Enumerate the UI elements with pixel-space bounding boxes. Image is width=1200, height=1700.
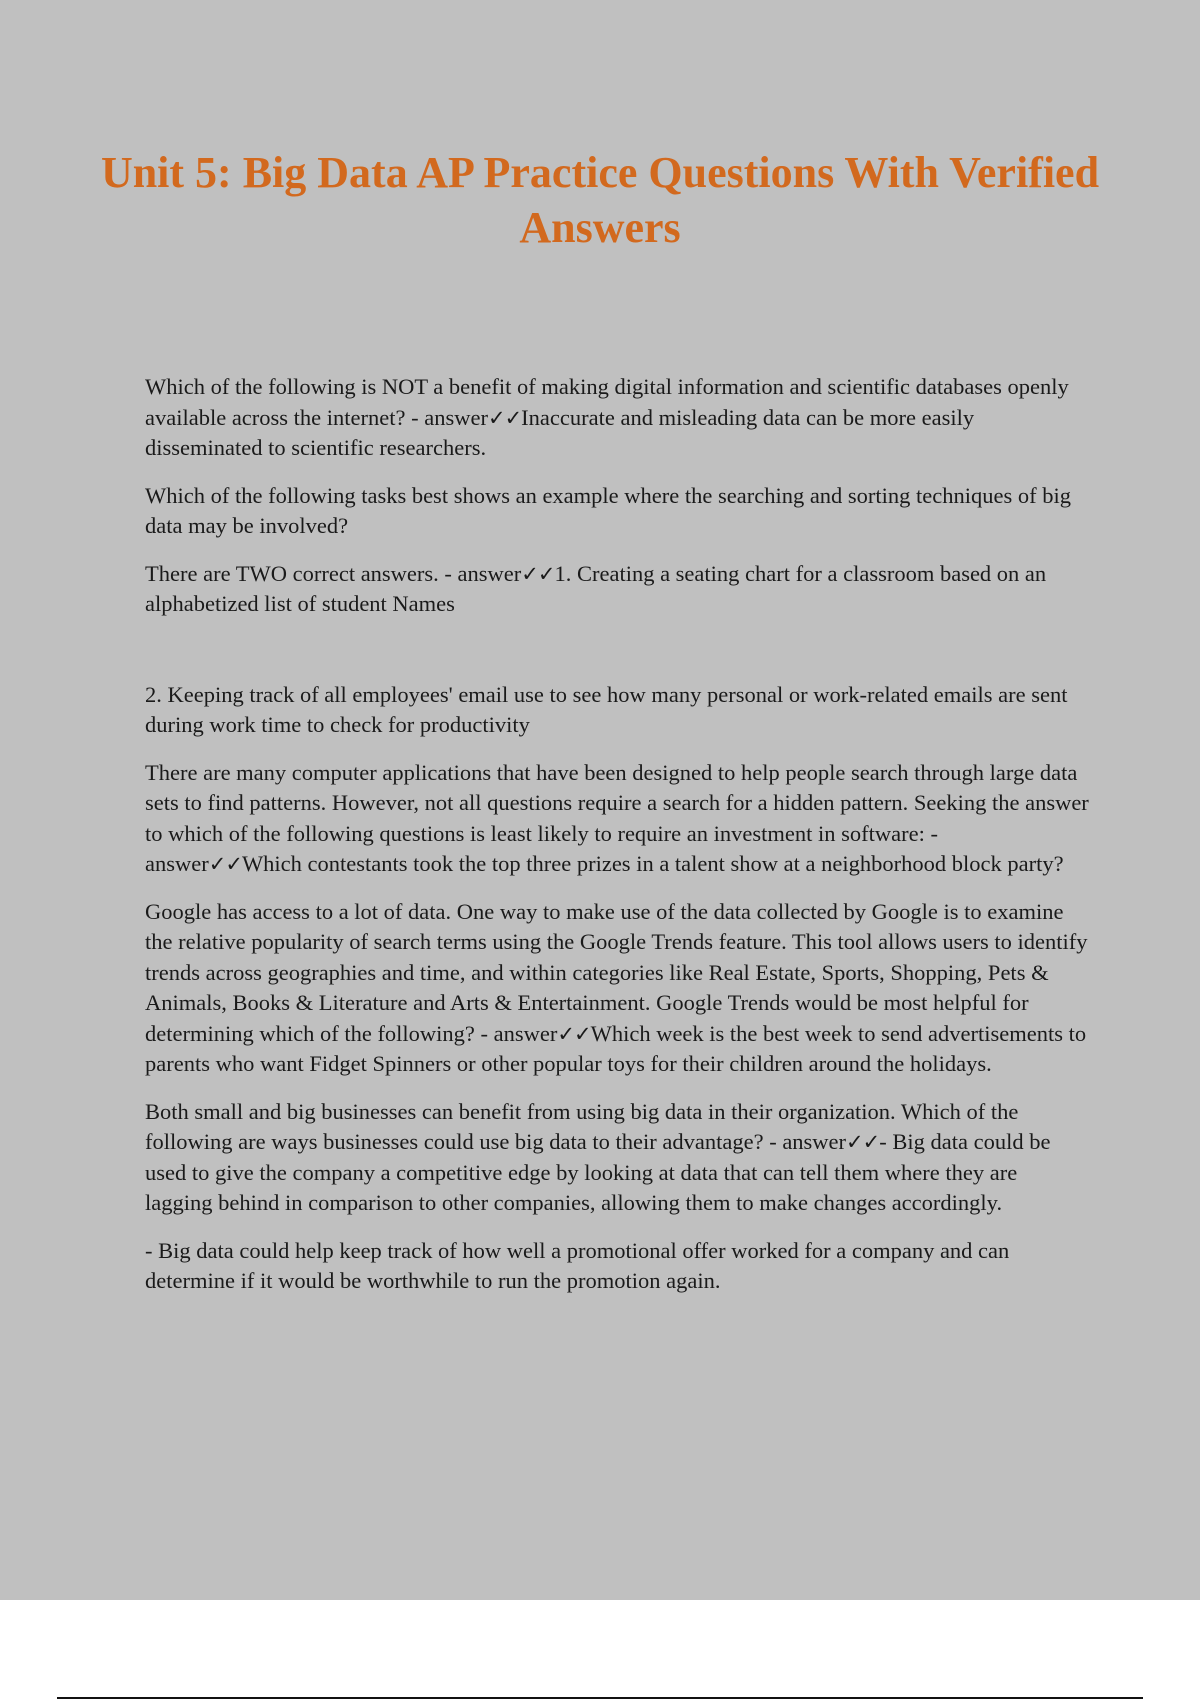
check-marks: ✓✓ [846, 1130, 880, 1154]
question-paragraph: There are many computer applications that have been designed to help people search through large data sets to find patterns. However, not all questions require a search for a hidden pattern. Seeking the answer to which of the following questions is least likely to require an investment in software: - answer✓✓Which contestants took the top three prizes in a talent show at a neighborhood block party? [145, 759, 1089, 876]
footer-divider [57, 1697, 1143, 1699]
answer-paragraph: - Big data could help keep track of how well a promotional offer worked for a company and can determine if it would be worthwhile to run the promotion again. [145, 1237, 1010, 1293]
document-title: Unit 5: Big Data AP Practice Questions With Verified Answers [100, 148, 1100, 252]
question-paragraph: Both small and big businesses can benefit from using big data in their organization. Which of the following are ways businesses could use big data to their advantage? - answer✓✓- Big data could be used to give the company a competitive edge by looking at data that can tell them where they are lagging behind in comparison to other companies, allowing them to make changes accordingly. [145, 1098, 1051, 1215]
question-paragraph: Which of the following is NOT a benefit of making digital information and scientific databases openly available across the internet? - answer✓✓Inaccurate and misleading data can be more easily disseminated to scientific researchers. [145, 374, 1069, 460]
document-body [145, 372, 1090, 1314]
check-marks: ✓✓ [521, 561, 555, 586]
check-marks: ✓✓ [208, 852, 242, 876]
question-paragraph: Google has access to a lot of data. One way to make use of the data collected by Google is to examine the relative popularity of search terms using the Google Trends feature. This tool allows users to identify trends across geographies and time, and within categories like Real Estate, Sports, Shopping, Pets & Animals, Books & Literature and Arts & Entertainment. Google Trends would be most helpful for determining which of the following? - answer✓✓Which week is the best week to send advertisements to parents who want Fidget Spinners or other popular toys for their children around the holidays. [145, 898, 1088, 1076]
question-paragraph: There are TWO correct answers. - answer✓✓1. Creating a seating chart for a classroom based on an alphabetized list of student Names [145, 560, 1047, 616]
check-marks: ✓✓ [487, 405, 522, 430]
question-paragraph: Which of the following tasks best shows an example where the searching and sorting techniques of big data may be involved? [145, 482, 1072, 538]
answer-paragraph: 2. Keeping track of all employees' email use to see how many personal or work-related emails are sent during work time to check for productivity [145, 681, 1068, 737]
check-marks: ✓✓ [557, 1021, 591, 1046]
